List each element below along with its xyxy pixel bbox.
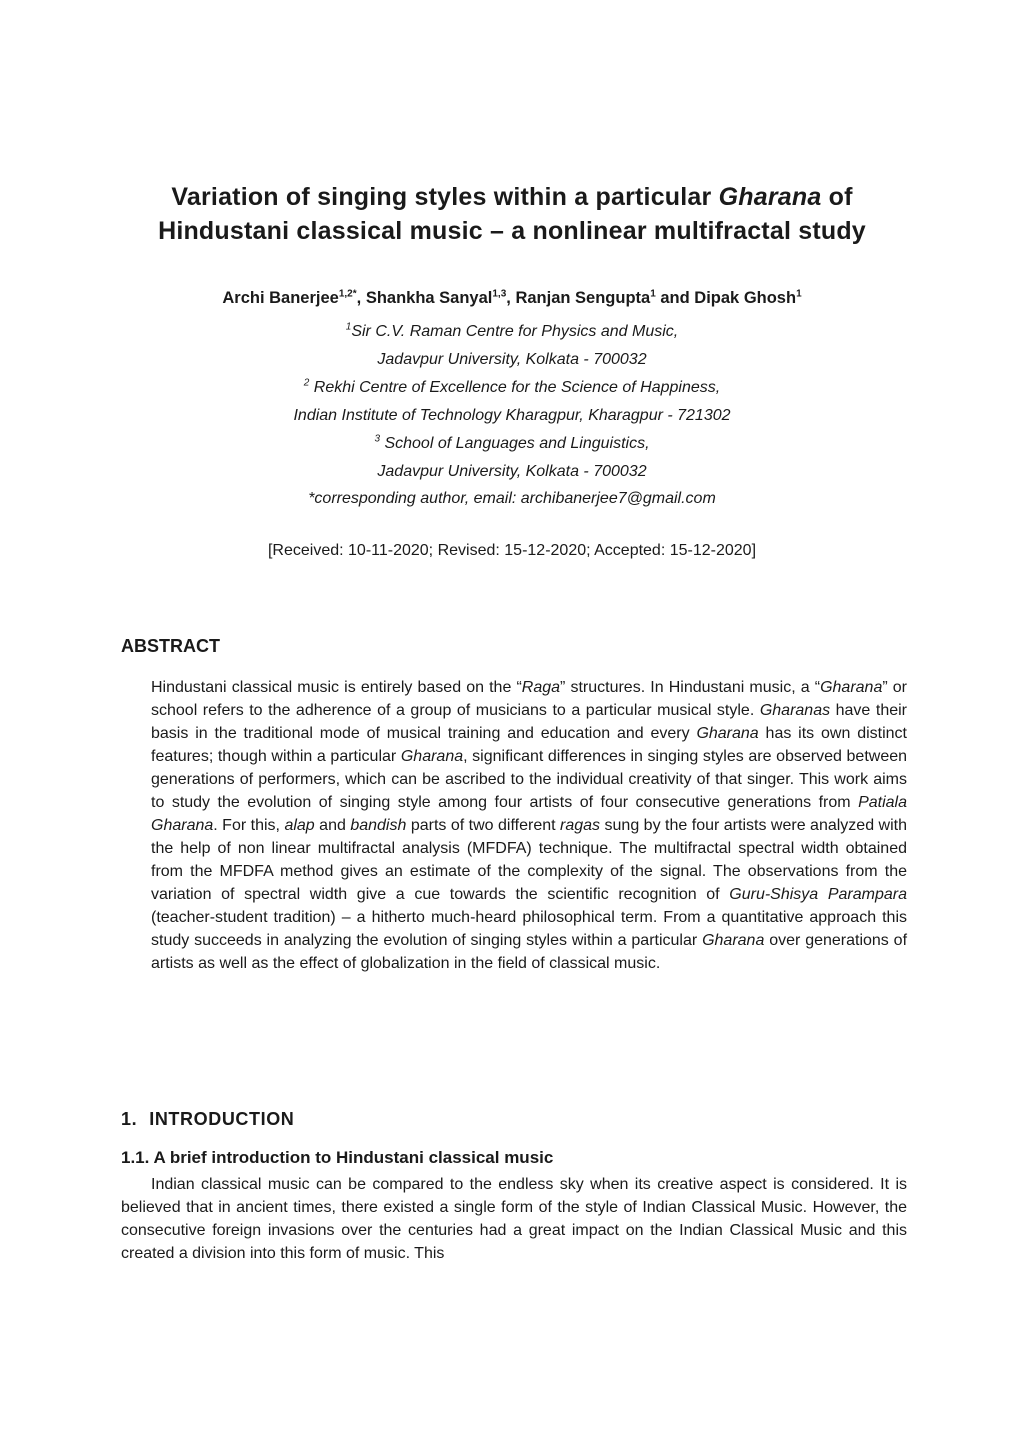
submission-dates: [Received: 10-11-2020; Revised: 15-12-2020; Accepted: 15-12-2020] bbox=[267, 542, 757, 559]
paper-title bbox=[90, 180, 934, 248]
author-separator: and bbox=[655, 289, 695, 307]
author-list bbox=[90, 286, 934, 310]
affiliation-2-line2: Indian Institute of Technology Kharagpur, Kharagpur - 721302 bbox=[293, 406, 731, 424]
abstract-text-run: ” or school refers to the adherence of a group of musicians to a particular musical style. bbox=[151, 679, 908, 719]
author-affil-mark: 1,2* bbox=[338, 288, 357, 300]
abstract-text-run: over generations of artists as well as the effect of globalization in the field of classical music. bbox=[151, 932, 908, 972]
abstract-text-run: and bbox=[314, 817, 351, 834]
abstract-text-run: , significant differences in singing styles are observed between generations of performers, which can be ascribed to the individual creativity of that singer. This work aims to study the evolution of singing style among four artists of four consecutive generations from bbox=[151, 748, 908, 811]
affiliation-3-line1: $^3$ School of Languages and Linguistics, bbox=[374, 433, 650, 452]
author-name: Archi Banerjee bbox=[222, 289, 339, 307]
abstract-text-run: have their basis in the traditional mode of musical training and education and every bbox=[151, 702, 908, 742]
abstract-italic-term: Gharanas bbox=[759, 702, 831, 719]
introduction-paragraph: Indian classical music can be compared to the endless sky when its creative aspect is considered. It is believed that in ancient times, there existed a single form of the style of Indian Classical Music. However, the consecutive foreign invasions over the centuries had a great impact on the Indian Classical Music and this created a division into this form of music. This bbox=[121, 1176, 907, 1262]
author-name: Dipak Ghosh bbox=[694, 289, 797, 307]
corresponding-author-email: *corresponding author, email: archibanerjee7@gmail.com bbox=[308, 490, 716, 508]
abstract-italic-term: Gharana bbox=[400, 748, 464, 765]
abstract-italic-term: ragas bbox=[560, 817, 601, 834]
author-name: Ranjan Sengupta bbox=[515, 289, 651, 307]
abstract-text-run: Hindustani classical music is entirely based on the “ bbox=[151, 679, 522, 696]
author-affil-mark: 1 bbox=[650, 288, 656, 300]
abstract-heading: ABSTRACT bbox=[121, 636, 220, 656]
affiliation-2-line1: $^2$ Rekhi Centre of Excellence for the Science of Happiness, bbox=[303, 377, 721, 396]
author-affil-mark: 1,3 bbox=[492, 288, 507, 300]
abstract-italic-term: Raga bbox=[521, 679, 561, 696]
abstract-text bbox=[151, 676, 907, 975]
abstract-text-run: . For this, bbox=[213, 817, 285, 834]
author-separator: , bbox=[506, 289, 516, 307]
abstract-text-run: has its own distinct features; though within a particular bbox=[151, 725, 907, 765]
abstract-text-run: (teacher-student tradition) – a hitherto much-heard philosophical term. From a quantitative approach this study succeeds in analyzing the evolution of singing styles within a particular bbox=[151, 909, 907, 949]
abstract-text-run: parts of two different bbox=[406, 817, 561, 834]
abstract-text-run: sung by the four artists were analyzed with the help of non linear multifractal analysis (MFDFA) technique. The multifractal spectral width obtained from the MFDFA method gives an estimate of the complexity of the signal. The observations from the variation of spectral width give a cue towards the scientific recognition of bbox=[151, 817, 908, 903]
section-title: INTRODUCTION bbox=[149, 1109, 295, 1129]
author-affil-mark: 1 bbox=[796, 288, 802, 300]
title-line2: Hindustani classical music – a nonlinear multifractal study bbox=[158, 217, 866, 245]
abstract-text-run: ” structures. In Hindustani music, a “ bbox=[560, 679, 821, 696]
affiliation-1-line1: $^1$Sir C.V. Raman Centre for Physics and Music, bbox=[345, 321, 679, 340]
section-number: 1. bbox=[121, 1109, 138, 1129]
abstract-italic-term: Gharana bbox=[820, 679, 883, 696]
author-name: Shankha Sanyal bbox=[365, 289, 493, 307]
title-line1-end: of bbox=[821, 183, 853, 211]
section-heading-introduction bbox=[121, 1107, 294, 1131]
title-line1-start: Variation of singing styles within a particular bbox=[171, 183, 719, 211]
subsection-heading: 1.1. A brief introduction to Hindustani classical music bbox=[121, 1148, 554, 1167]
affiliations bbox=[90, 318, 934, 513]
abstract-italic-term: alap bbox=[284, 817, 315, 834]
affiliation-3-line2: Jadavpur University, Kolkata - 700032 bbox=[377, 462, 647, 480]
affiliation-1-line2: Jadavpur University, Kolkata - 700032 bbox=[377, 350, 647, 368]
abstract-italic-term: Guru-Shisya Parampara bbox=[729, 886, 908, 903]
abstract-italic-term: Gharana bbox=[696, 725, 759, 742]
abstract-italic-term: bandish bbox=[350, 817, 407, 834]
title-gharana-italic: Gharana bbox=[718, 183, 822, 211]
abstract-italic-term: Patiala Gharana bbox=[151, 794, 907, 834]
author-separator: , bbox=[356, 289, 366, 307]
abstract-italic-term: Gharana bbox=[702, 932, 765, 949]
